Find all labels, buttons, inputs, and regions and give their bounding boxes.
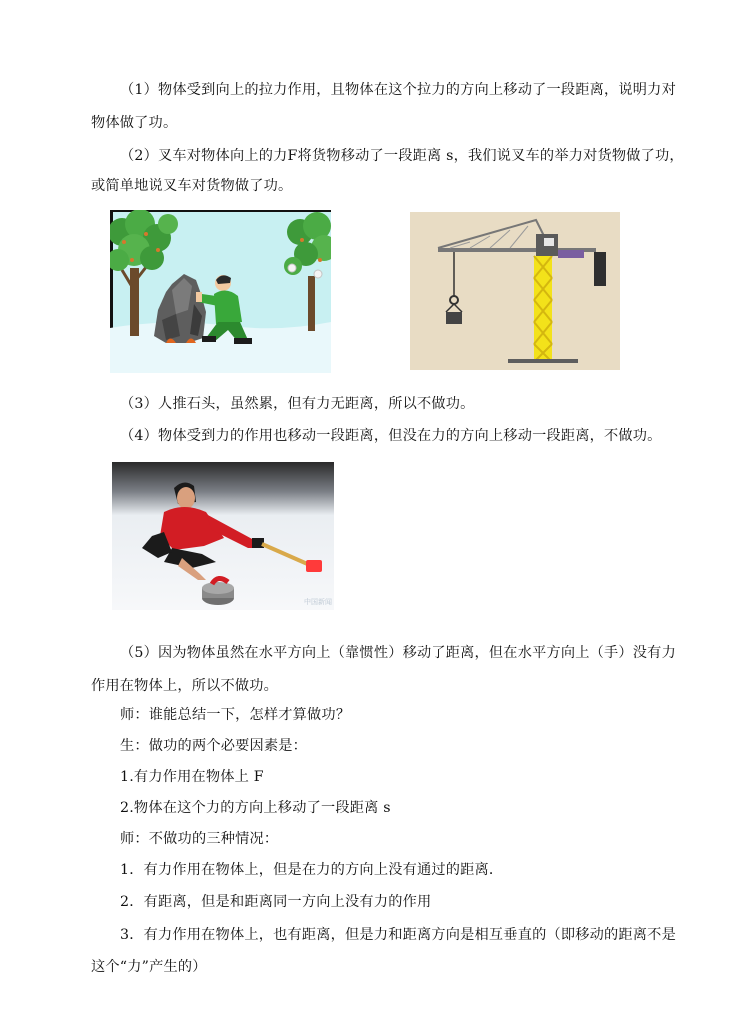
paragraph-2-line-1: （2）叉车对物体向上的力F将货物移动了一段距离 s，我们说叉车的举力对货物做了功，	[120, 148, 684, 164]
curling-figure	[112, 462, 334, 610]
factor-1: 1.有力作用在物体上 F	[120, 769, 264, 785]
curling-watermark: 中国新闻	[304, 598, 332, 606]
teacher-question: 师：谁能总结一下，怎样才算做功？	[120, 707, 351, 723]
paragraph-3: （3）人推石头，虽然累，但有力无距离，所以不做功。	[120, 396, 475, 412]
paragraph-5-line-1: （5）因为物体虽然在水平方向上（靠惯性）移动了距离，但在水平方向上（手）没有力	[120, 645, 676, 661]
student-answer: 生：做功的两个必要因素是：	[120, 738, 308, 754]
paragraph-4: （4）物体受到力的作用也移动一段距离，但没在力的方向上移动一段距离，不做功。	[120, 428, 662, 444]
factor-2: 2.物体在这个力的方向上移动了一段距离 s	[120, 800, 391, 816]
paragraph-2-line-2: 或简单地说叉车对货物做了功。	[91, 178, 293, 194]
paragraph-5-line-2: 作用在物体上，所以不做功。	[91, 678, 279, 694]
paragraph-1-line-1: （1）物体受到向上的拉力作用，且物体在这个拉力的方向上移动了一段距离，说明力对	[120, 82, 676, 98]
case-3-line-2: 这个“力”产生的）	[91, 959, 207, 975]
case-2: 2．有距离，但是和距离同一方向上没有力的作用	[120, 894, 432, 910]
case-3-line-1: 3．有力作用在物体上，也有距离，但是力和距离方向是相互垂直的（即移动的距离不是	[120, 927, 676, 943]
push-rock-figure	[110, 210, 331, 373]
teacher-cases: 师：不做功的三种情况：	[120, 831, 279, 847]
crane-figure	[410, 212, 620, 370]
paragraph-1-line-2: 物体做了功。	[91, 115, 178, 131]
case-1: 1．有力作用在物体上，但是在力的方向上没有通过的距离．	[120, 862, 504, 878]
